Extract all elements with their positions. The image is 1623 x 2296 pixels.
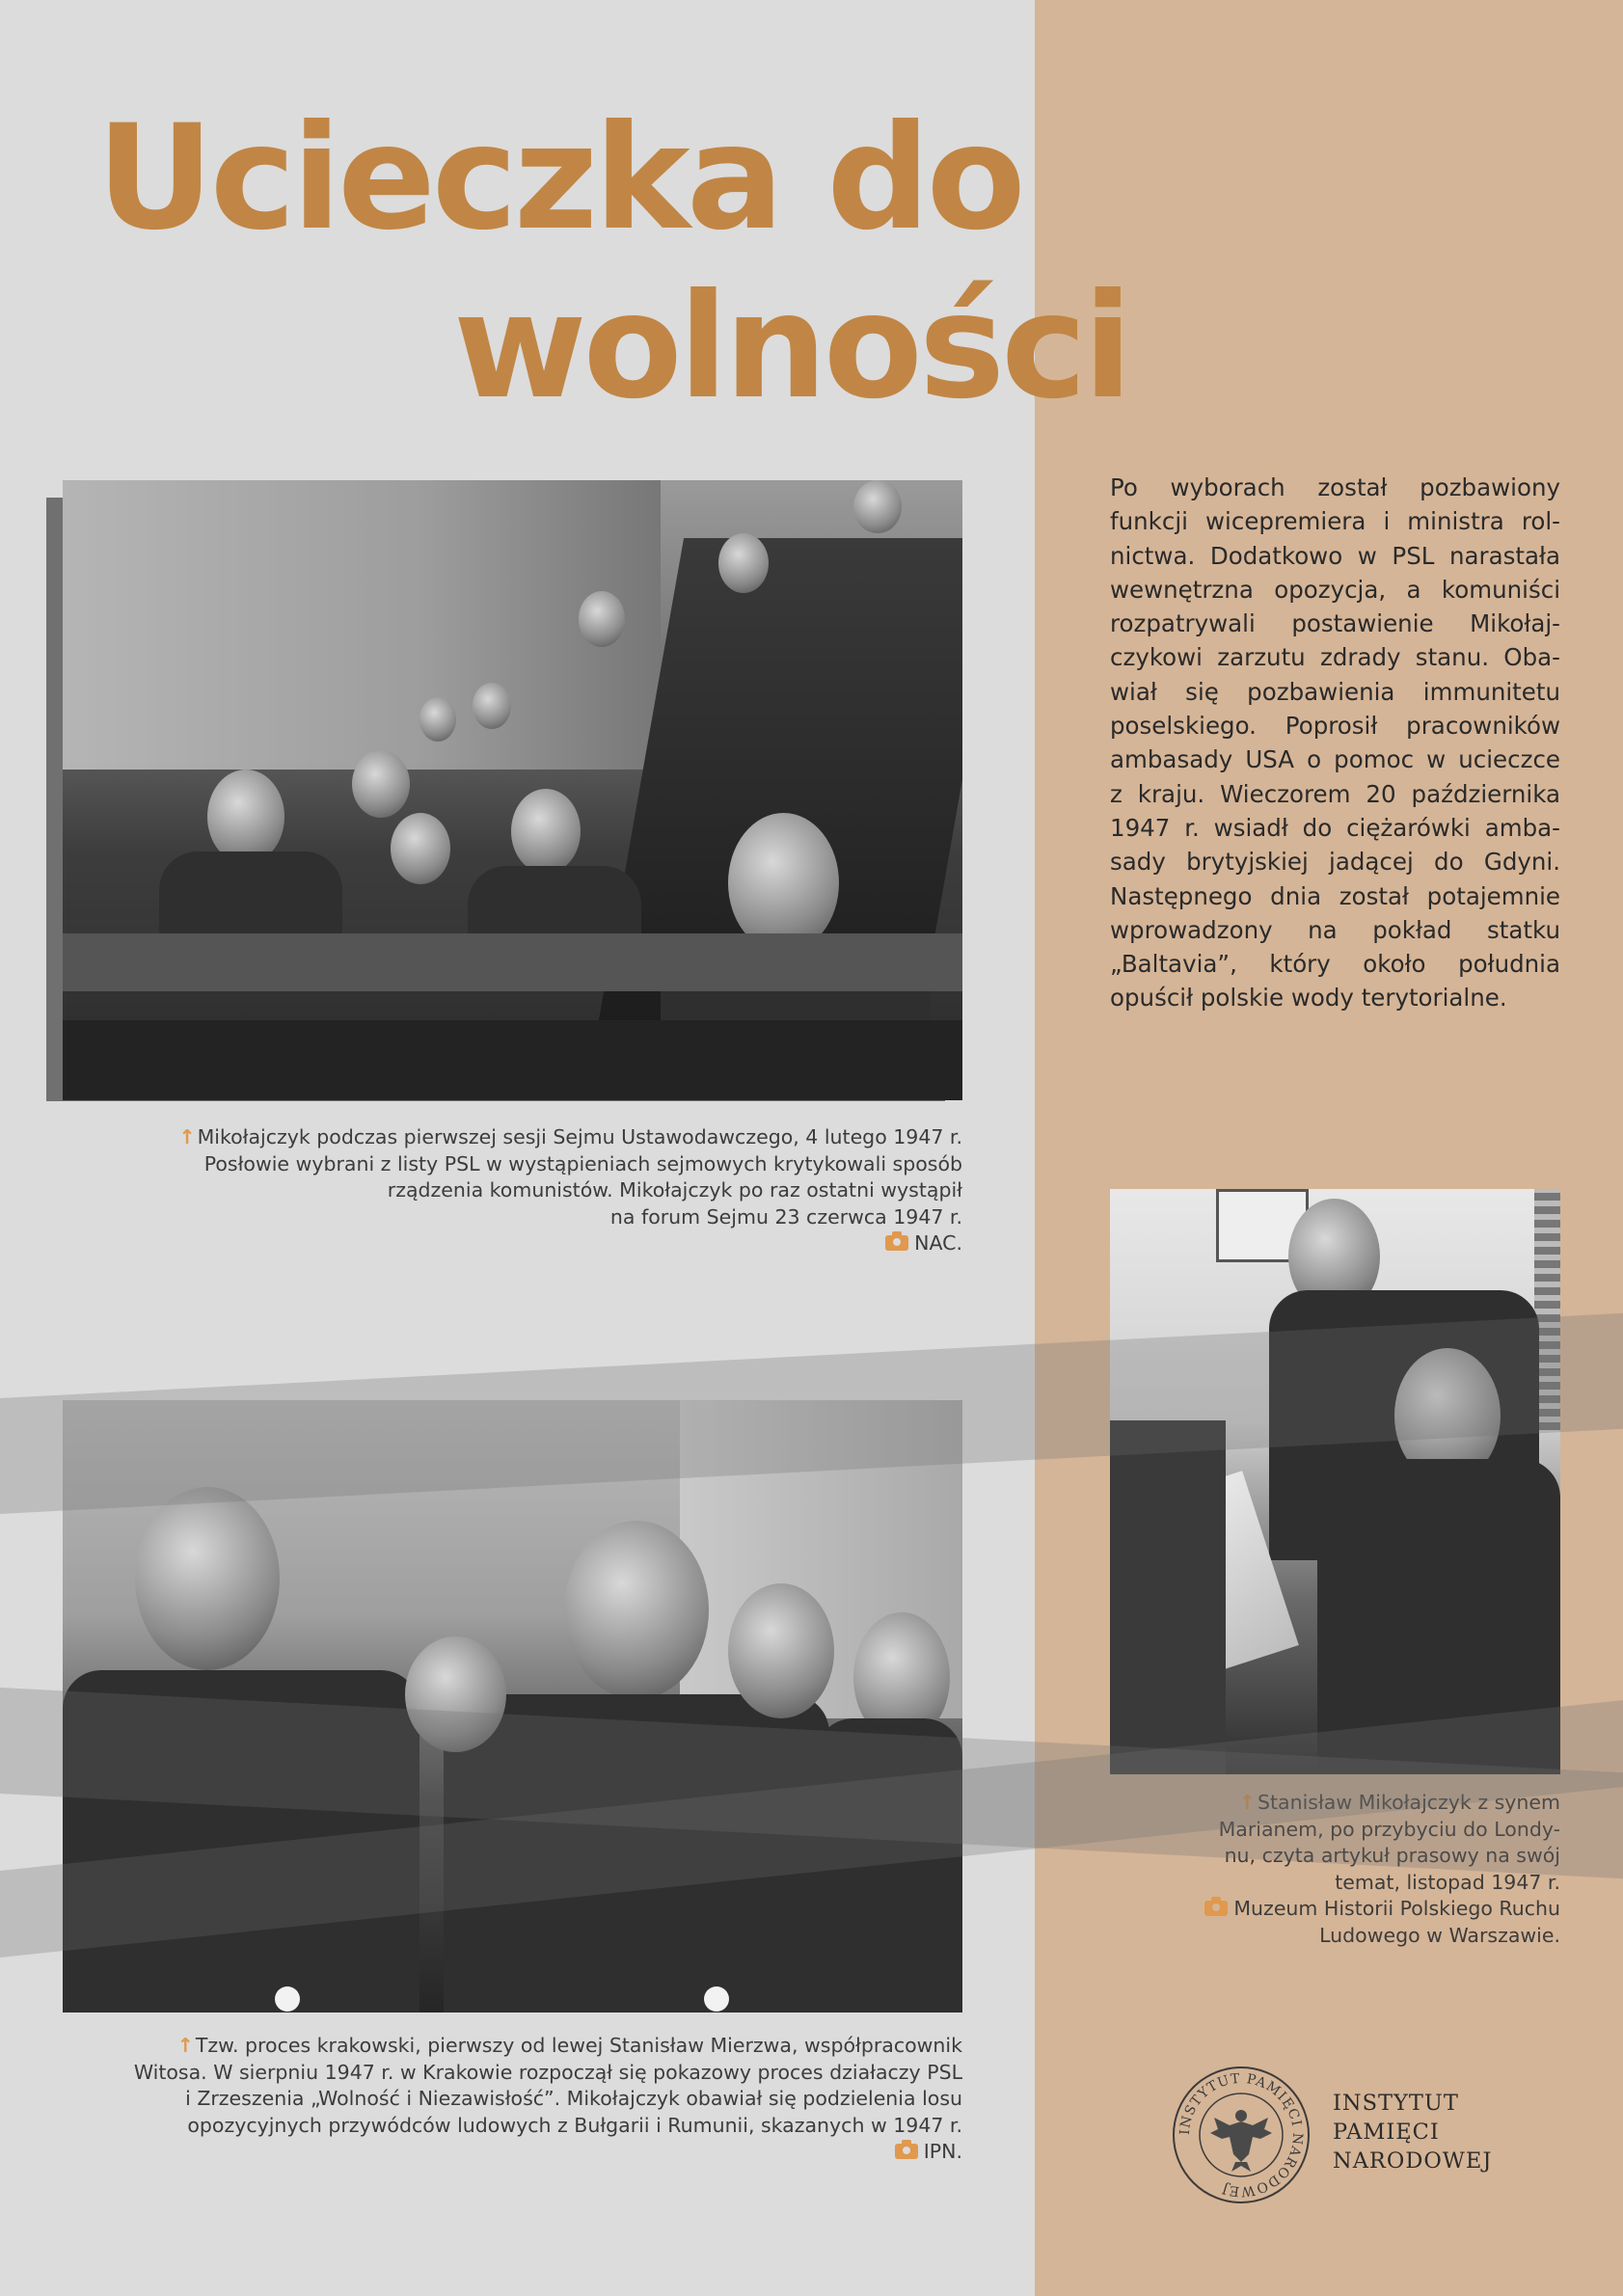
- caption-krakow: ↑Tzw. proces krakowski, pierwszy od lewej Stanisław Mierzwa, współpracownik Witosa. W sierpniu 1947 r. w Krakowie rozpoczął się pokazowy proces działaczy PSL i Zrzeszenia „Wolność i Niezawisłość”. Mikołajczyk obawiał się podzielenia losu opozycyjnych przywódców ludowych z Bułgarii i Rumunii, skazanych w 1947 r. IPN.: [133, 2034, 962, 2163]
- camera-icon: [895, 2144, 918, 2159]
- arrow-up-icon: ↑: [1238, 1791, 1256, 1814]
- photo-london-newspaper: [1110, 1189, 1560, 1774]
- camera-icon: [1204, 1901, 1228, 1916]
- photo-source: IPN.: [923, 2140, 962, 2163]
- main-text: Po wyborach został pozbawiony funkcji wicepremiera i ministra rol- nictwa. Dodatkowo w PSL narastała wewnętrzna opozycja, a komuniści rozpatrywali postawienie Mikołaj- czykowi zarzutu zdrady stanu. Oba- wiał się pozbawienia immunitetu poselskiego. Poprosił pracowników ambasady USA o pomoc w ucieczce z kraju. Wieczorem 20 października 1947 r. wsiadł do ciężarówki amba- sady brytyjskiej jadącej do Gdyni. Następnego dnia został potajemnie wprowadzony na pokład statku „Baltavia”, który około południa opuścił polskie wody terytorialne.: [1110, 473, 1560, 1013]
- ipn-logo-text: INSTYTUT PAMIĘCI NARODOWEJ: [1333, 2091, 1493, 2174]
- arrow-up-icon: ↑: [176, 2034, 194, 2057]
- photo-source: NAC.: [914, 1231, 962, 1255]
- eagle-emblem-icon: [1210, 2110, 1272, 2172]
- caption-london: ↑Stanisław Mikołajczyk z synem Marianem, po przybyciu do Londy- nu, czyta artykuł prasowy na swój temat, listopad 1947 r. Muzeum Historii Polskiego Ruchu Ludowego w Warszawie.: [1099, 1790, 1560, 1949]
- caption-sejm: ↑Mikołajczyk podczas pierwszej sesji Sejmu Ustawodawczego, 4 lutego 1947 r. Posłowie wybrani z listy PSL w wystąpieniach sejmowych krytykowali sposób rządzenia komunistów. Mikołajczyk po raz ostatni wystąpił na forum Sejmu 23 czerwca 1947 r. NAC.: [178, 1125, 962, 1255]
- svg-text:INSTYTUT PAMIĘCI NARODOWEJ: INSTYTUT PAMIĘCI NARODOWEJ: [1177, 2070, 1306, 2200]
- camera-icon: [885, 1235, 908, 1251]
- photo-sejm-session: [63, 480, 962, 1100]
- page-title-line-1: Ucieczka do: [96, 95, 1022, 262]
- arrow-up-icon: ↑: [178, 1125, 196, 1148]
- ipn-seal-logo: [1172, 2066, 1311, 2204]
- page-title-line-2: wolności: [453, 263, 1129, 431]
